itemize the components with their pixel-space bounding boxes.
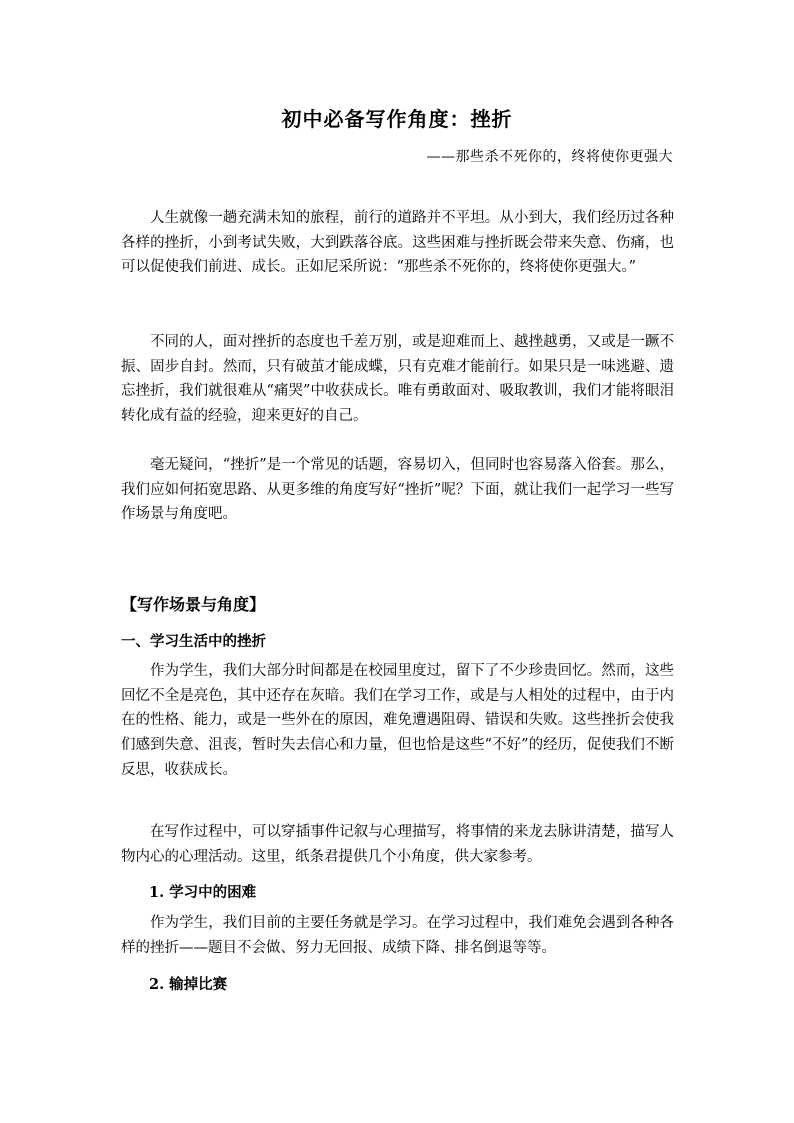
subsection-heading: 一、学习生活中的挫折 xyxy=(121,633,266,650)
section-heading: 【写作场景与角度】 xyxy=(121,595,266,614)
subsection-paragraph-1: 作为学生，我们大部分时间都是在校园里度过，留下了不少珍贵回忆。然而，这些回忆不全是亮色，其中还存在灰暗。我们在学习工作，或是与人相处的过程中，由于内在的性格、能力，或是一些外在的原因，难免遭遇阻碍、错误和失败。这些挫折会使我们感到失意、沮丧，暂时失去信心和力量，但也恰是这些“不好”的经历，促使我们不断反思，收获成长。 xyxy=(121,663,674,778)
page-title: 初中必备写作角度：挫折 xyxy=(281,107,513,131)
item-1-heading: 1. 学习中的困难 xyxy=(149,884,257,901)
intro-paragraph-1: 人生就像一趟充满未知的旅程，前行的道路并不平坦。从小到大，我们经历过各种各样的挫折，小到考试失败，大到跌落谷底。这些困难与挫折既会带来失意、伤痛，也可以促使我们前进、成长。正如尼采所说：“那些杀不死你的，终将使你更强大。” xyxy=(121,210,674,276)
page-subtitle: ——那些杀不死你的，终将使你更强大 xyxy=(426,149,673,165)
intro-paragraph-2: 不同的人，面对挫折的态度也千差万别，或是迎难而上、越挫越勇，又或是一蹶不振、固步自封。然而，只有破茧才能成蝶，只有克难才能前行。如果只是一味逃避、遗忘挫折，我们就很难从“痛哭”中收获成长。唯有勇敢面对、吸取教训，我们才能将眼泪转化成有益的经验，迎来更好的自己。 xyxy=(121,334,674,425)
item-2-heading: 2. 输掉比赛 xyxy=(149,976,228,993)
intro-paragraph-3: 毫无疑问，“挫折”是一个常见的话题，容易切入，但同时也容易落入俗套。那么，我们应如何拓宽思路、从更多维的角度写好“挫折”呢？下面，就让我们一起学习一些写作场景与角度吧。 xyxy=(121,457,674,523)
subsection-paragraph-2: 在写作过程中，可以穿插事件记叙与心理描写，将事情的来龙去脉讲清楚，描写人物内心的心理活动。这里，纸条君提供几个小角度，供大家参考。 xyxy=(121,824,674,865)
item-1-paragraph: 作为学生，我们目前的主要任务就是学习。在学习过程中，我们难免会遇到各种各样的挫折——题目不会做、努力无回报、成绩下降、排名倒退等等。 xyxy=(121,915,674,956)
